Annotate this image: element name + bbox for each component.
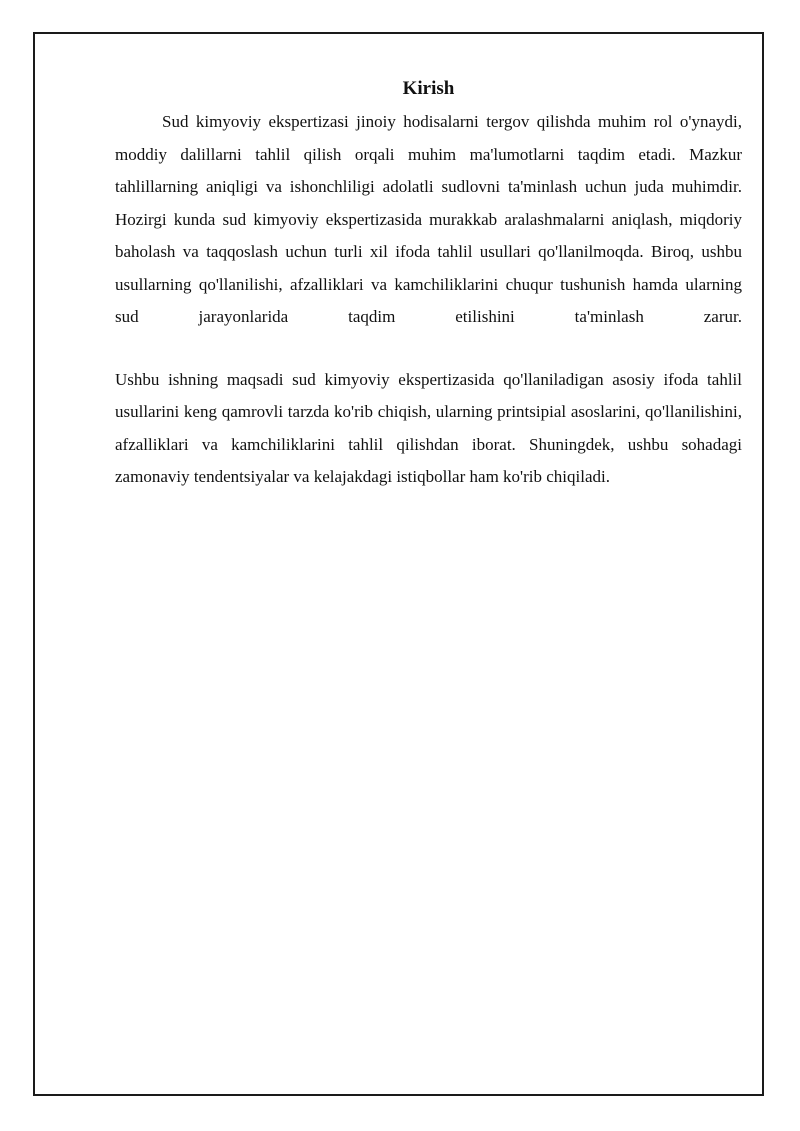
document-body: [115, 74, 742, 494]
paragraph-purpose: Ushbu ishning maqsadi sud kimyoviy ekspertizasida qo'llaniladigan asosiy ifoda tahlil usullarini keng qamrovli tarzda ko'rib chiqish, ularning printsipial asoslarini, qo'llanilishini, afzalliklari va kamchiliklarini tahlil qilishdan iborat. Shuningdek, ushbu sohadagi zamonaviy tendentsiyalar va kelajakdagi istiqbollar ham ko'rib chiqiladi.: [115, 369, 742, 486]
document-title: Kirish: [402, 78, 455, 99]
paragraph-introduction: Sud kimyoviy ekspertizasi jinoiy hodisalarni tergov qilishda muhim rol o'ynaydi, moddiy dalillarni tahlil qilish orqali muhim ma'lumotlarni taqdim etadi. Mazkur tahlillarning aniqligi va ishonchliligi adolatli sudlovni ta'minlash uchun juda muhimdir. Hozirgi kunda sud kimyoviy ekspertizasida murakkab aralashmalarni aniqlash, miqdoriy baholash va taqqoslash uchun turli xil ifoda tahlil usullari qo'llanilmoqda. Biroq, ushbu usullarning qo'llanilishi, afzalliklari va kamchiliklarini chuqur tushunish hamda ularning sud jarayonlarida taqdim etilishini ta'minlash zarur.: [115, 112, 742, 326]
